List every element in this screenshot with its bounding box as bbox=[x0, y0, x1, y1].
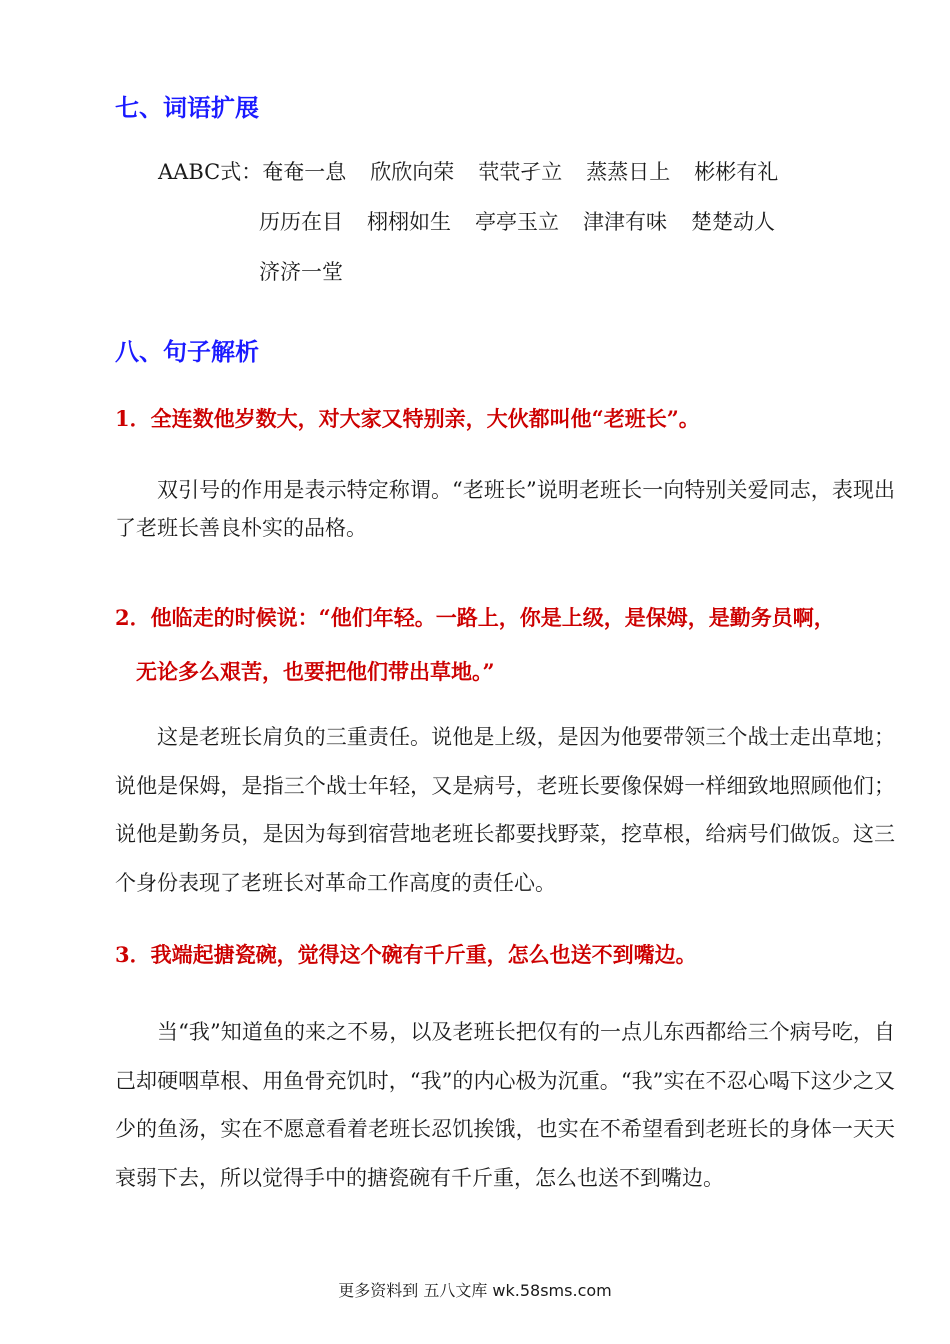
footer-text: 更多资料到 五八文库 wk.58sms.com bbox=[338, 1281, 612, 1300]
analysis-2: 这是老班长肩负的三重责任。说他是上级，是因为他要带领三个战士走出草地；说他是保姆，是指三个战士年轻，又是病号，老班长要像保姆一样细致地照顾他们；说他是勤务员，是因为每到宿营地老班长都要找野菜，挖草根，给病号们做饭。这三个身份表现了老班长对革命工作高度的责任心。 bbox=[115, 725, 895, 895]
idiom-row-2 bbox=[259, 212, 799, 233]
idiom: 津津有味 bbox=[583, 210, 667, 234]
idiom-row-3 bbox=[259, 262, 367, 283]
section-7-title: 七、词语扩展 bbox=[115, 93, 259, 122]
idiom: 茕茕孑立 bbox=[478, 160, 563, 184]
idiom: 奄奄一息 bbox=[262, 160, 347, 184]
sentence-2-line-2: 无论多么艰苦，也要把他们带出草地。” bbox=[136, 659, 495, 684]
idiom: 楚楚动人 bbox=[691, 210, 775, 234]
section-8-title: 八、句子解析 bbox=[115, 337, 259, 366]
sentence-2-line-1: 2．他临走的时候说：“他们年轻。一路上，你是上级，是保姆，是勤务员啊， bbox=[115, 605, 835, 630]
sentence-1-line-1: 1．全连数他岁数大，对大家又特别亲，大伙都叫他“老班长”。 bbox=[115, 406, 700, 431]
analysis-3: 当“我”知道鱼的来之不易，以及老班长把仅有的一点儿东西都给三个病号吃，自己却硬咽草根、用鱼骨充饥时，“我”的内心极为沉重。“我”实在不忍心喝下这少之又少的鱼汤，实在不愿意看着老班长忍饥挨饿，也实在不希望看到老班长的身体一天天衰弱下去，所以觉得手中的搪瓷碗有千斤重，怎么也送不到嘴边。 bbox=[115, 1020, 895, 1190]
idiom: 欣欣向荣 bbox=[370, 160, 455, 184]
idiom-row-1 bbox=[158, 162, 802, 183]
idiom: 栩栩如生 bbox=[367, 210, 451, 234]
sentence-3 bbox=[115, 936, 905, 974]
sentence-3-line-1: 3．我端起搪瓷碗，觉得这个碗有千斤重，怎么也送不到嘴边。 bbox=[115, 942, 697, 967]
idiom: 彬彬有礼 bbox=[694, 160, 779, 184]
analysis-1: 双引号的作用是表示特定称谓。“老班长”说明老班长一向特别关爱同志，表现出了老班长善良朴实的品格。 bbox=[115, 478, 895, 540]
idiom: 历历在目 bbox=[259, 210, 343, 234]
idiom: 济济一堂 bbox=[259, 260, 343, 284]
pattern-label: AABC式： bbox=[158, 160, 263, 184]
idiom: 蒸蒸日上 bbox=[586, 160, 671, 184]
sentence-2 bbox=[115, 591, 905, 699]
idiom: 亭亭玉立 bbox=[475, 210, 559, 234]
sentence-1 bbox=[115, 400, 905, 438]
